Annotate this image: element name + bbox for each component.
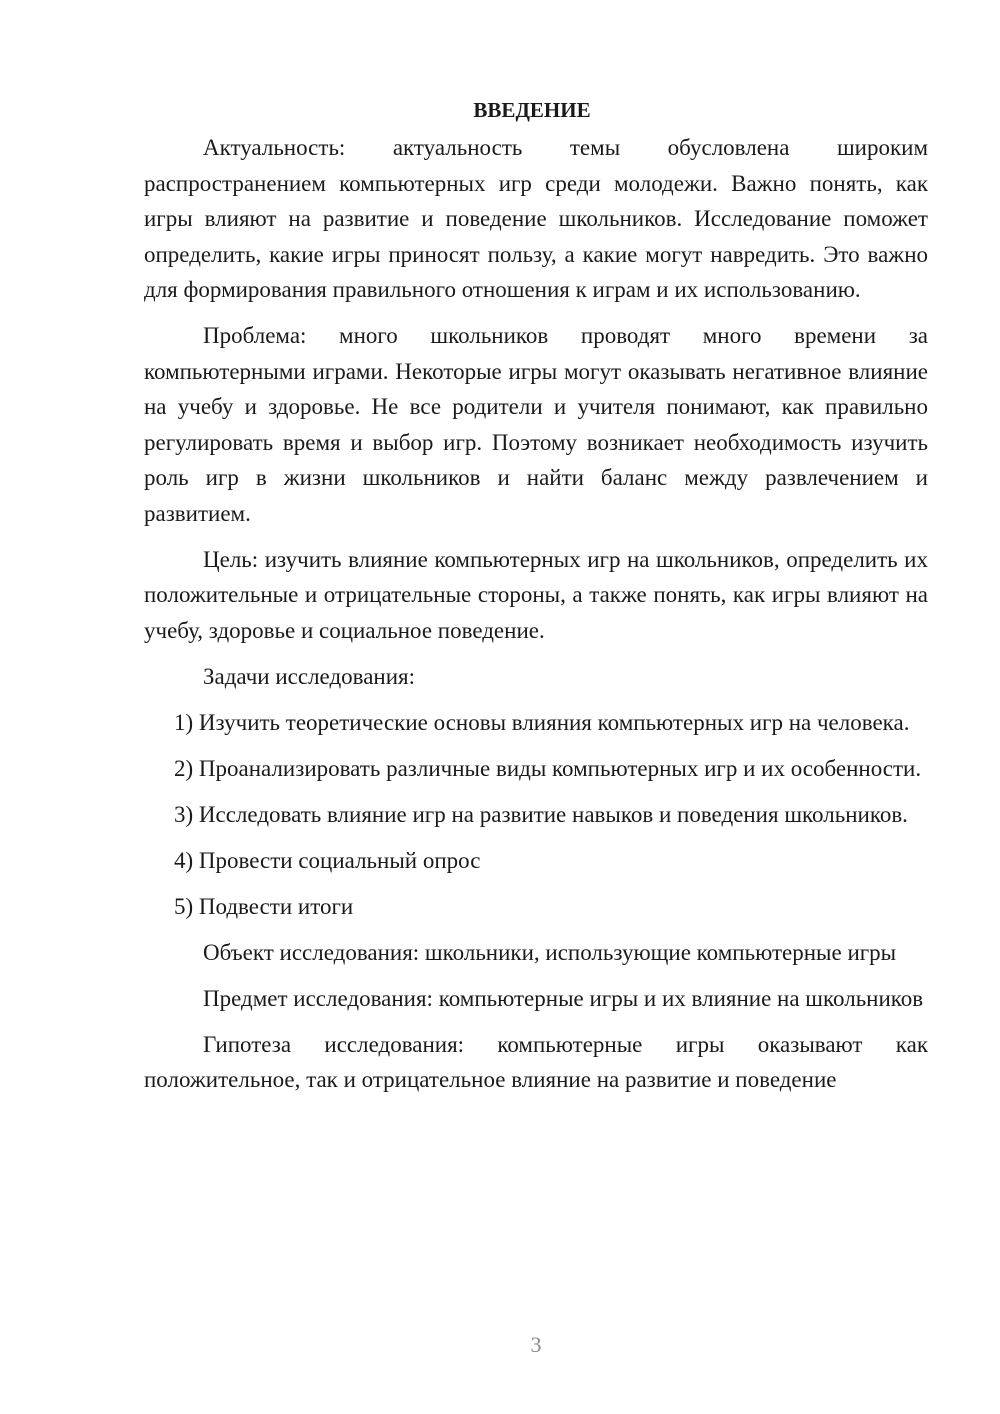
page-number: 3 <box>530 1332 542 1357</box>
section-heading: ВВЕДЕНИЕ <box>473 98 591 122</box>
paragraph-object: Объект исследования: школьники, использующие компьютерные игры <box>203 939 897 965</box>
task-item-5: 5) Подвести итоги <box>174 893 354 919</box>
paragraph-goal: Цель: изучить влияние компьютерных игр на школьников, определить их положительные и отрицательные стороны, а также понять, как игры влияют на учебу, здоровье и социальное поведение. <box>144 546 928 643</box>
task-item-2: 2) Проанализировать различные виды компьютерных игр и их особенности. <box>174 755 922 781</box>
paragraph-hypothesis: Гипотеза исследования: компьютерные игры оказывают как положительное, так и отрицательное влияние на развитие и поведение <box>144 1031 928 1092</box>
paragraph-tasks-title: Задачи исследования: <box>203 663 416 689</box>
paragraph-problem: Проблема: много школьников проводят много времени за компьютерными играми. Некоторые игры могут оказывать негативное влияние на учебу и здоровье. Не все родители и учителя понимают, как правильно регулировать время и выбор игр. Поэтому возникает необходимость изучить роль игр в жизни школьников и найти баланс между развлечением и развитием. <box>144 323 928 526</box>
paragraph-subject: Предмет исследования: компьютерные игры и их влияние на школьников <box>203 985 924 1011</box>
task-item-4: 4) Провести социальный опрос <box>174 847 481 873</box>
task-item-3: 3) Исследовать влияние игр на развитие навыков и поведения школьников. <box>174 801 908 827</box>
task-item-1: 1) Изучить теоретические основы влияния компьютерных игр на человека. <box>174 709 910 735</box>
paragraph-relevance: Актуальность: актуальность темы обусловлена широким распространением компьютерных игр среди молодежи. Важно понять, как игры влияют на развитие и поведение школьников. Исследование поможет определить, какие игры приносят пользу, а какие могут навредить. Это важно для формирования правильного отношения к играм и их использованию. <box>144 135 928 302</box>
document-body <box>144 93 928 1108</box>
